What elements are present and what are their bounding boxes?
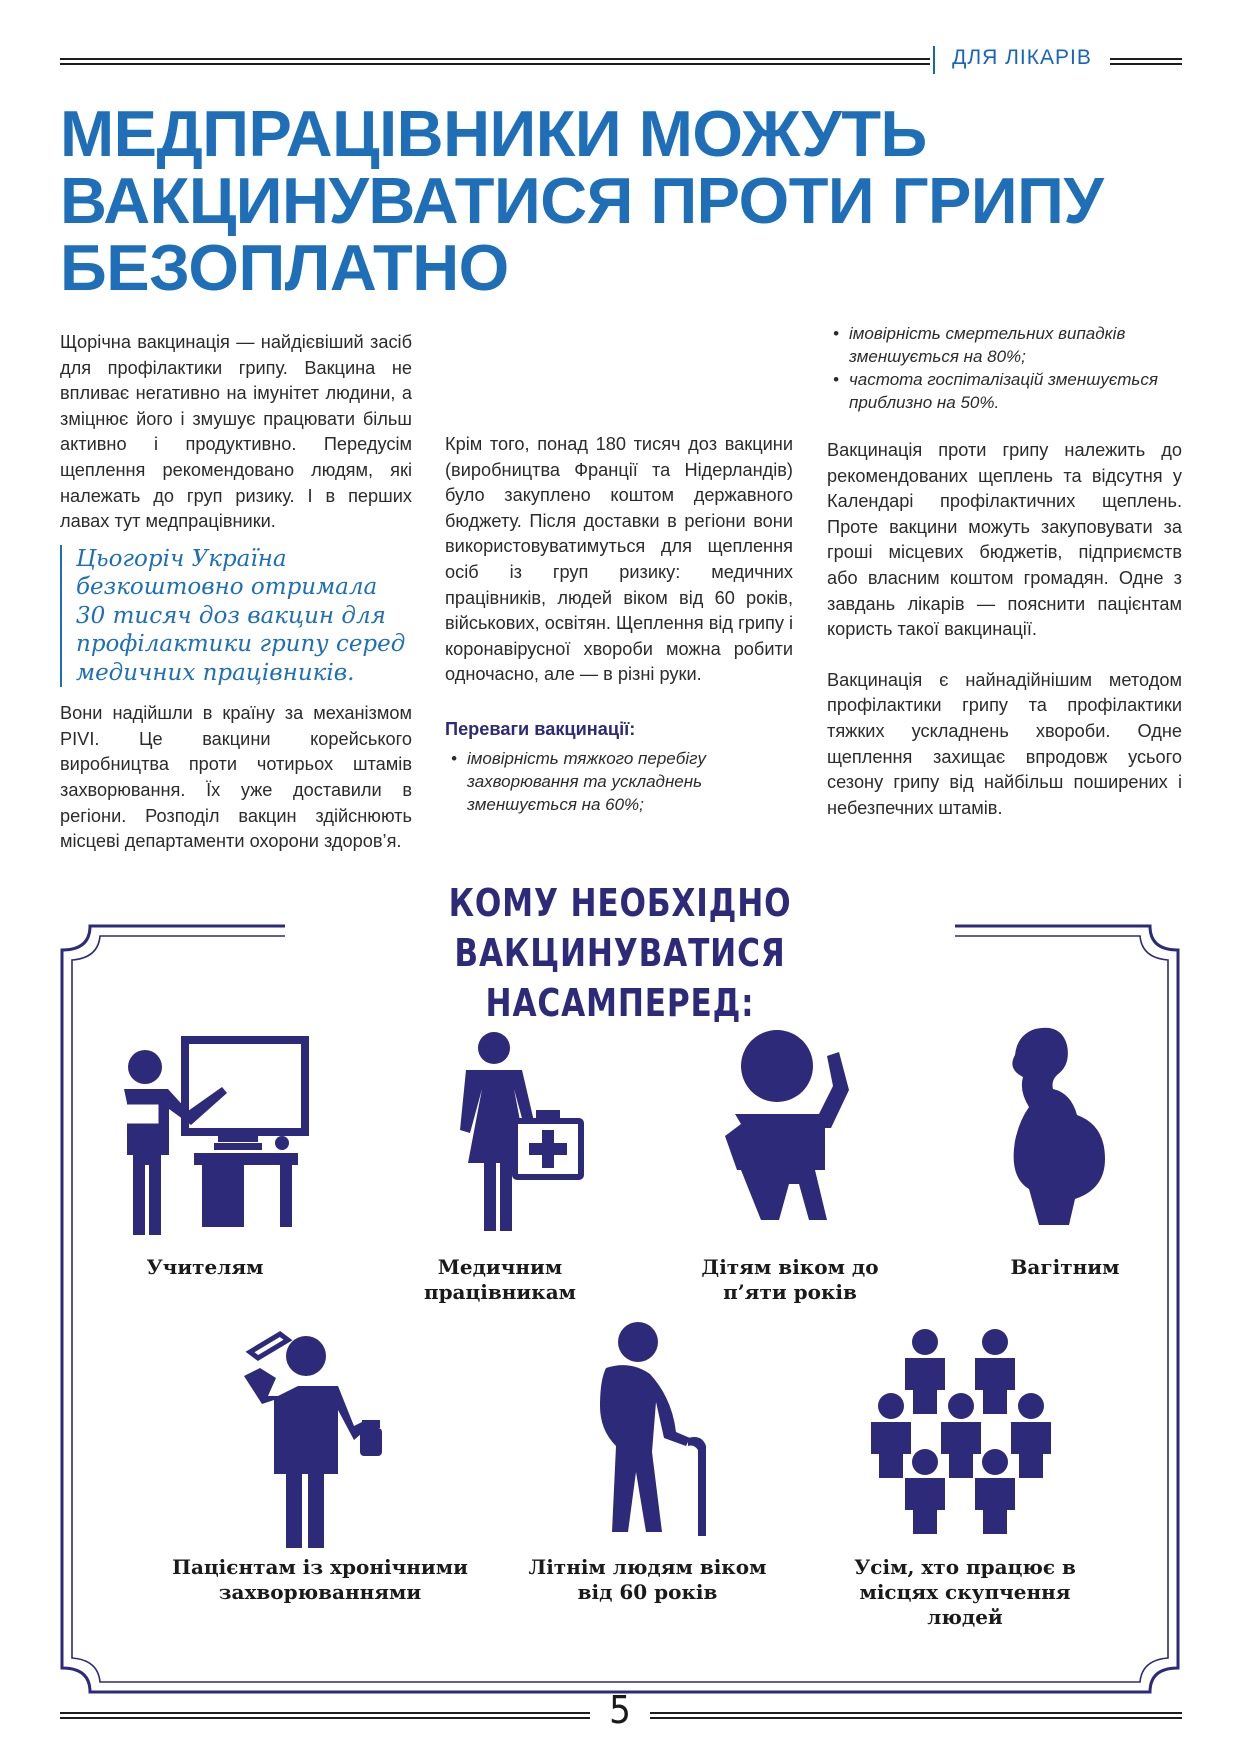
crowd-icon (865, 1328, 1065, 1538)
list-item: • імовірність смертельних випадків зменшується на 80%; (827, 322, 1182, 368)
footer-rule-right (650, 1712, 1182, 1722)
group-label-chronic-patients: Пацієнтам із хронічними захворюваннями (172, 1555, 468, 1604)
paragraph: Вони надійшли в країну за механізмом PIVI. Це вакцини корейського виробництва проти чотирьох штамів захворювання. Їх уже доставили в регіони. Розподіл вакцин здійснюють місцеві департаменти охорони здоров’я. (60, 703, 412, 852)
pregnant-woman-icon (1005, 1025, 1125, 1235)
medical-worker-icon (440, 1030, 600, 1240)
teacher-icon (110, 1035, 310, 1235)
list-item: • імовірність тяжкого перебігу захворювання та ускладнень зменшується на 60%; (445, 747, 793, 816)
group-label-elderly: Літнім людям віком від 60 років (528, 1555, 767, 1604)
group-label-teachers: Учителям (146, 1255, 264, 1279)
paragraph: Щорічна вакцинація — найдієвіший засіб для профілактики грипу. Вакцина не впливає негативно на імунітет людини, а зміцнює його і змушує працювати більш активно і продуктивно. Передусім щеплення рекомендовано людям, які належать до груп ризику. І в перших лавах тут медпрацівники. (60, 332, 412, 532)
paragraph: Крім того, понад 180 тисяч доз вакцини (виробництва Франції та Нідерландів) було закуплено коштом державного бюджету. Після доставки в регіони вони використовуватимуться для щеплення осіб із груп ризику: медичних працівників, людей віком від 60 років, військових, освітян. Щеплення від грипу і коронавірусної хвороби можна робити одночасно, але — в різні руки. (445, 434, 794, 685)
section-label: ДЛЯ ЛІКАРІВ (952, 46, 1092, 69)
group-label-pregnant: Вагітним (1010, 1255, 1120, 1279)
advantages-heading: Переваги вакцинації: (445, 718, 636, 739)
infographic-title: КОМУ НЕОБХІДНО ВАКЦИНУВАТИСЯ НАСАМПЕРЕД: (448, 881, 792, 1025)
group-label-crowded-places: Усім, хто працює в місцях скупчення людей (854, 1555, 1076, 1629)
chronic-patient-icon (240, 1328, 410, 1538)
paragraph: Вакцинація проти грипу належить до рекомендованих щеплень та відсутня у Календарі профілактичних щеплень. Проте вакцини можуть закуповувати за гроші місцевих бюджетів, підприємств або власним коштом громадян. Одне з завдань лікарів — пояснити пацієнтам користь такої вакцинації. (827, 440, 1182, 640)
page-number: 5 (609, 1688, 631, 1732)
elderly-person-icon (580, 1320, 730, 1535)
pull-quote: Цьогоріч Україна безкоштовно отримала 30 тисяч доз вакцин для профілактики грипу серед медичних працівників. (60, 545, 412, 688)
page-title: МЕДПРАЦІВНИКИ МОЖУТЬ ВАКЦИНУВАТИСЯ ПРОТИ ГРИПУ БЕЗОПЛАТНО (60, 97, 1104, 304)
paragraph: Вакцинація є найнадійнішим методом профілактики грипу та профілактики тяжких ускладнень хвороби. Одне щеплення захищає впродовж усього сезону грипу від найбільш поширених і небезпечних штамів. (827, 669, 1182, 818)
child-icon (725, 1028, 865, 1228)
group-label-medical-workers: Медичним працівникам (423, 1255, 577, 1304)
list-item: • частота госпіталізацій зменшується приблизно на 50%. (827, 368, 1182, 414)
group-label-children: Дітям віком до п’яти років (701, 1255, 879, 1304)
footer-rule-left (60, 1712, 590, 1722)
